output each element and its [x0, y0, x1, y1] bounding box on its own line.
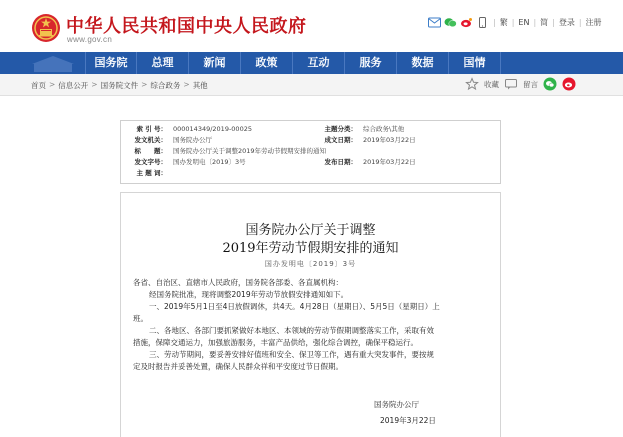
paragraph-3-line-1: 三、劳动节期间，要妥善安排好值班和安全、保卫等工作，遇有重大突发事件，要按规 [149, 350, 434, 359]
breadcrumb [31, 80, 208, 91]
meta-category-value: 综合政务\其他 [363, 125, 405, 133]
lang-simplified-link[interactable]: 简 [540, 17, 549, 27]
meta-published-value: 2019年03月22日 [363, 158, 416, 166]
topbar-separator: | [552, 17, 555, 27]
weibo-share-icon[interactable] [562, 77, 576, 91]
leave-message-button[interactable]: 留言 [523, 79, 538, 89]
paragraph-1-line-1: 一、2019年5月1日至4日放假调休，共4天。4月28日（星期日）、5月5日（星期日）上 [149, 302, 440, 311]
lang-english-link[interactable]: EN [518, 17, 530, 27]
nav-items [85, 52, 501, 74]
document-metadata-table [120, 120, 501, 184]
meta-row [121, 157, 500, 168]
favorite-button[interactable]: 收藏 [484, 79, 499, 89]
meta-subject-label: 主 题 词： [136, 169, 167, 177]
signature-organization: 国务院办公厅 [374, 400, 419, 409]
breadcrumb-general-affairs[interactable]: 综合政务 [150, 81, 181, 90]
document-body [120, 192, 501, 437]
login-link[interactable]: 登录 [558, 17, 575, 27]
meta-number-label: 发文字号： [134, 158, 167, 166]
breadcrumb-home[interactable]: 首页 [31, 81, 46, 90]
topbar-separator: | [533, 17, 537, 27]
mobile-icon[interactable] [476, 17, 489, 28]
breadcrumb-state-council-docs[interactable]: 国务院文件 [100, 81, 139, 90]
star-icon[interactable] [465, 77, 479, 91]
nav-item-policy[interactable]: 政策 [241, 52, 293, 74]
mail-icon[interactable] [428, 17, 441, 28]
meta-number-value: 国办发明电〔2019〕3号 [173, 158, 246, 166]
register-link[interactable]: 注册 [585, 17, 602, 27]
nav-item-data[interactable]: 数据 [397, 52, 449, 74]
paragraph-2-line-2: 措施，保障交通运力，加强旅游服务，丰富产品供给，强化综合调控，确保平稳运行。 [133, 338, 418, 347]
nav-item-national-info[interactable]: 国情 [449, 52, 501, 74]
meta-index-value: 000014349/2019-00025 [173, 125, 252, 133]
meta-created-value: 2019年03月22日 [363, 136, 416, 144]
meta-row [121, 168, 500, 179]
nav-item-interaction[interactable]: 互动 [293, 52, 345, 74]
meta-published-label: 发布日期： [324, 158, 357, 166]
breadcrumb-arrow: > [49, 80, 56, 89]
page-tools [465, 77, 576, 91]
topbar-tools [428, 15, 602, 29]
meta-category-label: 主题分类： [324, 125, 357, 133]
meta-row [121, 124, 500, 135]
breadcrumb-info-public[interactable]: 信息公开 [58, 81, 89, 90]
document-text [133, 277, 493, 373]
document-title-line1: 国务院办公厅关于调整 [245, 223, 376, 238]
signature-date: 2019年3月22日 [380, 416, 436, 425]
topbar-separator: | [511, 17, 515, 27]
main-nav [0, 52, 623, 74]
nav-item-services[interactable]: 服务 [345, 52, 397, 74]
meta-created-label: 成文日期： [324, 136, 357, 144]
wechat-share-icon[interactable] [543, 77, 557, 91]
comment-icon[interactable] [504, 77, 518, 91]
paragraph-2-line-1: 二、各地区、各部门要抓紧做好本地区、本领域的劳动节假期调整落实工作，采取有效 [149, 326, 434, 335]
breadcrumb-arrow: > [183, 80, 190, 89]
topbar-separator: | [493, 17, 496, 27]
meta-issuer-value: 国务院办公厅 [173, 136, 212, 144]
document-number: 国办发明电〔2019〕3号 [264, 260, 357, 268]
weibo-icon[interactable] [460, 17, 473, 28]
wechat-icon[interactable] [444, 17, 457, 28]
lang-traditional-link[interactable]: 繁 [499, 17, 508, 27]
paragraph-3-line-2: 定及时报告并妥善处置，确保人民群众祥和平安度过节日假期。 [133, 362, 343, 371]
nav-item-state-council[interactable]: 国务院 [85, 52, 137, 74]
meta-index-label: 索 引 号： [136, 125, 167, 133]
breadcrumb-bar [0, 74, 623, 96]
meta-row [121, 135, 500, 146]
breadcrumb-arrow: > [91, 80, 98, 89]
site-domain: www.gov.cn [67, 35, 113, 44]
breadcrumb-arrow: > [141, 80, 148, 89]
topbar-separator: | [578, 17, 582, 27]
intro-paragraph: 经国务院批准，现将调整2019年劳动节放假安排通知如下。 [149, 290, 349, 299]
national-emblem-icon[interactable] [31, 13, 61, 43]
meta-issuer-label: 发文机关： [134, 136, 167, 144]
paragraph-1-line-2: 班。 [133, 314, 148, 323]
meta-title-value: 国务院办公厅关于调整2019年劳动节假期安排的通知 [173, 147, 327, 155]
salutation: 各省、自治区、直辖市人民政府，国务院各部委、各直属机构： [133, 278, 343, 287]
nav-item-news[interactable]: 新闻 [189, 52, 241, 74]
nav-building-decoration [30, 52, 85, 74]
document-title-line2: 2019年劳动节假期安排的通知 [222, 241, 399, 256]
site-title[interactable]: 中华人民共和国中央人民政府 [66, 16, 307, 37]
meta-row [121, 146, 500, 157]
breadcrumb-other[interactable]: 其他 [192, 81, 208, 90]
site-header [0, 0, 623, 52]
nav-item-premier[interactable]: 总理 [137, 52, 189, 74]
meta-title-label: 标 题： [134, 147, 167, 155]
